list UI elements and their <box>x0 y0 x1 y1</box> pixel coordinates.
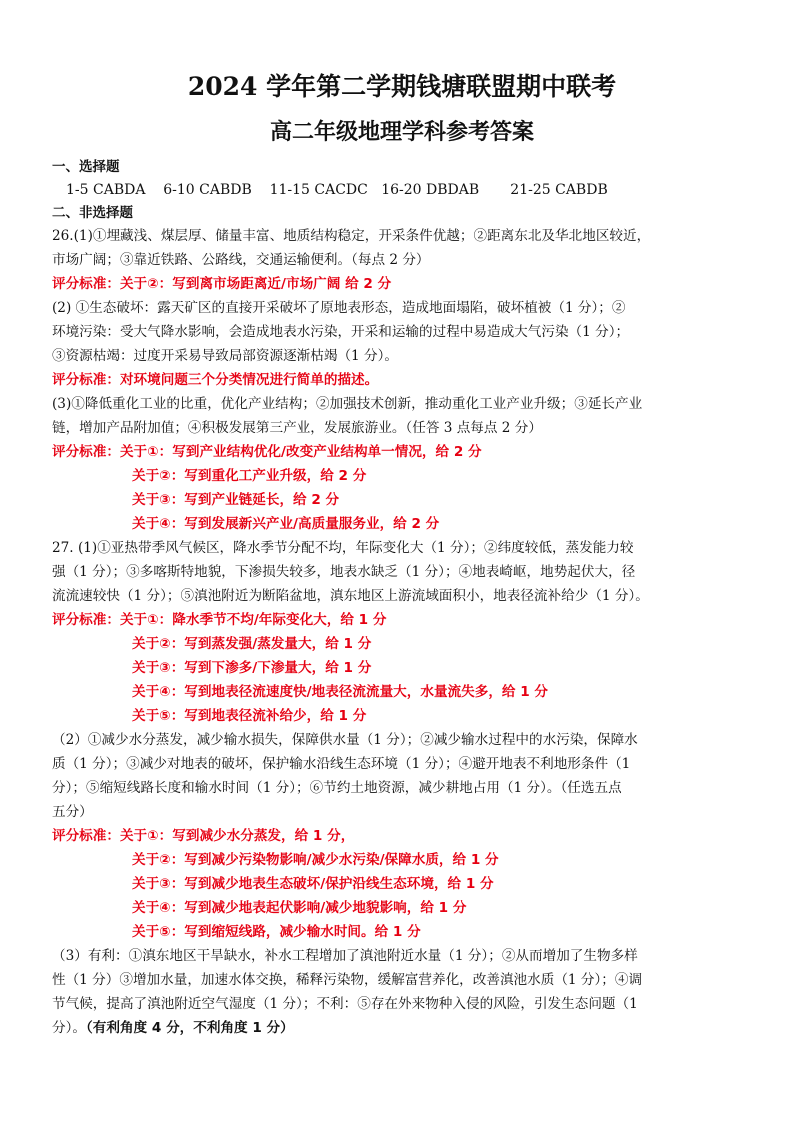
q26-part3-line1: (3)①降低重化工业的比重，优化产业结构；②加强技术创新，推动重化工业产业升级；③延长产业 <box>52 396 643 412</box>
section-choice-heading: 一、选择题 <box>52 159 120 175</box>
choice-answers: 1-5 CABDA 6-10 CABDB 11-15 CACDC 16-20 DBDAB 21-25 CABDB <box>66 182 608 198</box>
q27-part2-criteria-2: 关于②：写到减少污染物影响/减少水污染/保障水质，给 1 分 <box>132 852 499 868</box>
q27-part3-line3: 节气候，提高了滇池附近空气湿度（1 分）；不利：⑤存在外来物种入侵的风险，引发生态问题（1 <box>52 996 638 1012</box>
q27-part1-criteria-3: 关于③：写到下渗多/下渗量大，给 1 分 <box>132 660 372 676</box>
q26-part2-line2: 环境污染：受大气降水影响，会造成地表水污染，开采和运输的过程中易造成大气污染（1 分）； <box>52 324 630 340</box>
answer-sheet <box>52 70 752 1040</box>
q27-part1-line3: 流流速较快（1 分）；⑤滇池附近为断陷盆地，滇东地区上游流域面积小，地表径流补给少（1 分）。 <box>52 588 649 604</box>
q27-part3-line2: 性（1 分）③增加水量，加速水体交换，稀释污染物，缓解富营养化，改善滇池水质（1 分）；④调 <box>52 972 643 988</box>
q27-part2-line1: （2）①减少水分蒸发，减少输水损失，保障供水量（1 分）；②减少输水过程中的水污染，保障水 <box>52 732 638 748</box>
q27-part2-line4: 五分） <box>52 804 93 820</box>
q27-part1-line2: 强（1 分）；③多喀斯特地貌，下渗损失较多，地表水缺乏（1 分）；④地表崎岖，地势起伏大，径 <box>52 564 636 580</box>
q27-part1-criteria-5: 关于⑤：写到地表径流补给少，给 1 分 <box>132 708 367 724</box>
q27-part3-line4-text: 分）。 <box>52 1020 86 1036</box>
q26-part1-criteria: 评分标准：关于②：写到离市场距离近/市场广阔 给 2 分 <box>52 276 392 292</box>
q27-part3-score-note: （有利角度 4 分，不利角度 1 分） <box>85 1020 294 1036</box>
q27-part2-criteria-1: 评分标准：关于①：写到减少水分蒸发，给 1 分， <box>52 828 355 844</box>
q27-part1-criteria-4: 关于④：写到地表径流速度快/地表径流流量大，水量流失多，给 1 分 <box>132 684 549 700</box>
q26-part3-criteria-2: 关于②：写到重化工产业升级，给 2 分 <box>132 468 367 484</box>
page-subtitle: 高二年级地理学科参考答案 <box>269 119 534 145</box>
q27-part1-line1: 27. (1)①亚热带季风气候区，降水季节分配不均，年际变化大（1 分）；②纬度较低，蒸发能力较 <box>52 540 634 556</box>
q27-part1-criteria-2: 关于②：写到蒸发强/蒸发量大，给 1 分 <box>132 636 372 652</box>
section-nonchoice-heading: 二、非选择题 <box>52 205 133 221</box>
q26-part2-criteria: 评分标准：对环境问题三个分类情况进行简单的描述。 <box>52 372 379 388</box>
page-title: 2024 学年第二学期钱塘联盟期中联考 <box>187 72 617 101</box>
q26-part1-line1: 26.(1)①埋藏浅、煤层厚、储量丰富、地质结构稳定，开采条件优越；②距离东北及华北地区较近， <box>52 228 651 244</box>
q26-part3-criteria-3: 关于③：写到产业链延长，给 2 分 <box>132 492 340 508</box>
q27-part2-line3: 分）；⑤缩短线路长度和输水时间（1 分）；⑥节约土地资源，减少耕地占用（1 分）。（任选五点 <box>52 780 622 796</box>
q27-part2-criteria-4: 关于④：写到减少地表起伏影响/减少地貌影响，给 1 分 <box>132 900 467 916</box>
q26-part2-line1: (2) ①生态破坏：露天矿区的直接开采破坏了原地表形态，造成地面塌陷，破坏植被（1 分）；② <box>52 300 626 316</box>
q26-part1-line2: 市场广阔；③靠近铁路、公路线，交通运输便利。（每点 2 分） <box>52 252 430 268</box>
q26-part3-criteria-4: 关于④：写到发展新兴产业/高质量服务业，给 2 分 <box>132 516 440 532</box>
q26-part3-line2: 链，增加产品附加值；④积极发展第三产业，发展旅游业。（任答 3 点每点 2 分） <box>52 420 542 436</box>
q27-part2-line2: 质（1 分）；③减少对地表的破坏，保护输水沿线生态环境（1 分）；④避开地表不利地形条件（1 <box>52 756 631 772</box>
q26-part2-line3: ③资源枯竭：过度开采易导致局部资源逐渐枯竭（1 分）。 <box>52 348 399 364</box>
q26-part3-criteria-1: 评分标准：关于①：写到产业结构优化/改变产业结构单一情况，给 2 分 <box>52 444 482 460</box>
q27-part2-criteria-5: 关于⑤：写到缩短线路，减少输水时间。给 1 分 <box>132 924 421 940</box>
q27-part3-line4 <box>52 1016 752 1040</box>
q27-part2-criteria-3: 关于③：写到减少地表生态破坏/保护沿线生态环境，给 1 分 <box>132 876 494 892</box>
q27-part1-criteria-1: 评分标准：关于①：降水季节不均/年际变化大，给 1 分 <box>52 612 387 628</box>
q27-part3-line1: （3）有利：①滇东地区干旱缺水，补水工程增加了滇池附近水量（1 分）；②从而增加了生物多样 <box>52 948 638 964</box>
